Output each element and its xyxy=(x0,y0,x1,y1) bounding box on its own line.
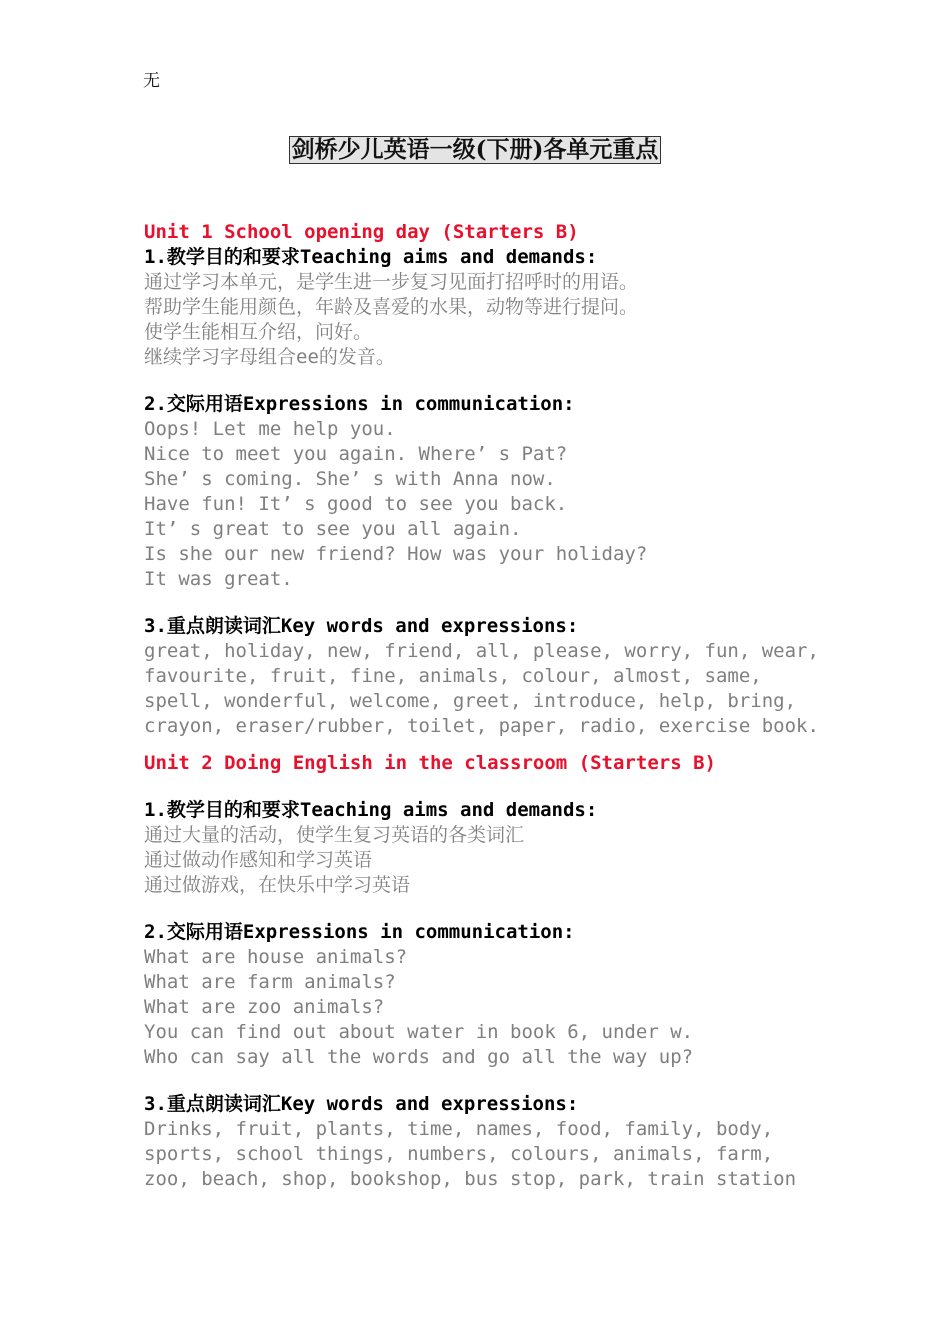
aims-heading: 1.教学目的和要求Teaching aims and demands: xyxy=(144,799,598,821)
aims-heading: 1.教学目的和要求Teaching aims and demands: xyxy=(144,246,598,268)
page-header: 无 xyxy=(143,71,160,91)
aims-line: 通过做动作感知和学习英语 xyxy=(144,849,373,871)
expression-line: Oops! Let me help you. xyxy=(144,418,396,440)
spacer xyxy=(144,898,924,920)
unit-1-section xyxy=(144,220,924,739)
expression-line: What are farm animals? xyxy=(144,971,396,993)
expression-line: She’ s coming. She’ s with Anna now. xyxy=(144,468,556,490)
key-words-heading: 3.重点朗读词汇Key words and expressions: xyxy=(144,1093,579,1115)
key-words-line: spell, wonderful, welcome, greet, introduce, help, bring, xyxy=(144,690,797,712)
spacer xyxy=(144,1070,924,1092)
expression-line: You can find out about water in book 6, under w. xyxy=(144,1021,694,1043)
unit-title: Unit 1 School opening day (Starters B) xyxy=(144,221,579,243)
title-container xyxy=(0,136,950,164)
aims-line: 通过做游戏，在快乐中学习英语 xyxy=(144,874,411,896)
key-words-line: sports, school things, numbers, colours, animals, farm, xyxy=(144,1143,774,1165)
aims-line: 帮助学生能用颜色，年龄及喜爱的水果，动物等进行提问。 xyxy=(144,296,639,318)
document-title: 剑桥少儿英语一级(下册)各单元重点 xyxy=(289,136,662,164)
key-words-line: favourite, fruit, fine, animals, colour, almost, same, xyxy=(144,665,762,687)
expression-line: Nice to meet you again. Where’ s Pat? xyxy=(144,443,568,465)
spacer xyxy=(144,592,924,614)
expression-line: Who can say all the words and go all the way up? xyxy=(144,1046,694,1068)
document-body xyxy=(144,220,924,1192)
spacer xyxy=(144,739,924,751)
expression-line: It’ s great to see you all again. xyxy=(144,518,522,540)
key-words-line: great, holiday, new, friend, all, please, worry, fun, wear, xyxy=(144,640,819,662)
expressions-heading: 2.交际用语Expressions in communication: xyxy=(144,921,575,943)
key-words-heading: 3.重点朗读词汇Key words and expressions: xyxy=(144,615,579,637)
expression-line: Have fun! It’ s good to see you back. xyxy=(144,493,568,515)
expression-line: Is she our new friend? How was your holiday? xyxy=(144,543,648,565)
key-words-line: zoo, beach, shop, bookshop, bus stop, park, train station xyxy=(144,1168,797,1190)
aims-line: 通过大量的活动，使学生复习英语的各类词汇 xyxy=(144,824,525,846)
spacer xyxy=(144,370,924,392)
aims-line: 继续学习字母组合ee的发音。 xyxy=(144,346,395,368)
key-words-line: Drinks, fruit, plants, time, names, food, family, body, xyxy=(144,1118,774,1140)
unit-title: Unit 2 Doing English in the classroom (Starters B) xyxy=(144,752,716,774)
expression-line: It was great. xyxy=(144,568,293,590)
unit-2-section xyxy=(144,751,924,1192)
aims-line: 使学生能相互介绍，问好。 xyxy=(144,321,373,343)
spacer xyxy=(144,776,924,798)
expression-line: What are zoo animals? xyxy=(144,996,385,1018)
aims-line: 通过学习本单元，是学生进一步复习见面打招呼时的用语。 xyxy=(144,271,639,293)
key-words-line: crayon, eraser/rubber, toilet, paper, radio, exercise book. xyxy=(144,715,819,737)
expressions-heading: 2.交际用语Expressions in communication: xyxy=(144,393,575,415)
expression-line: What are house animals? xyxy=(144,946,408,968)
